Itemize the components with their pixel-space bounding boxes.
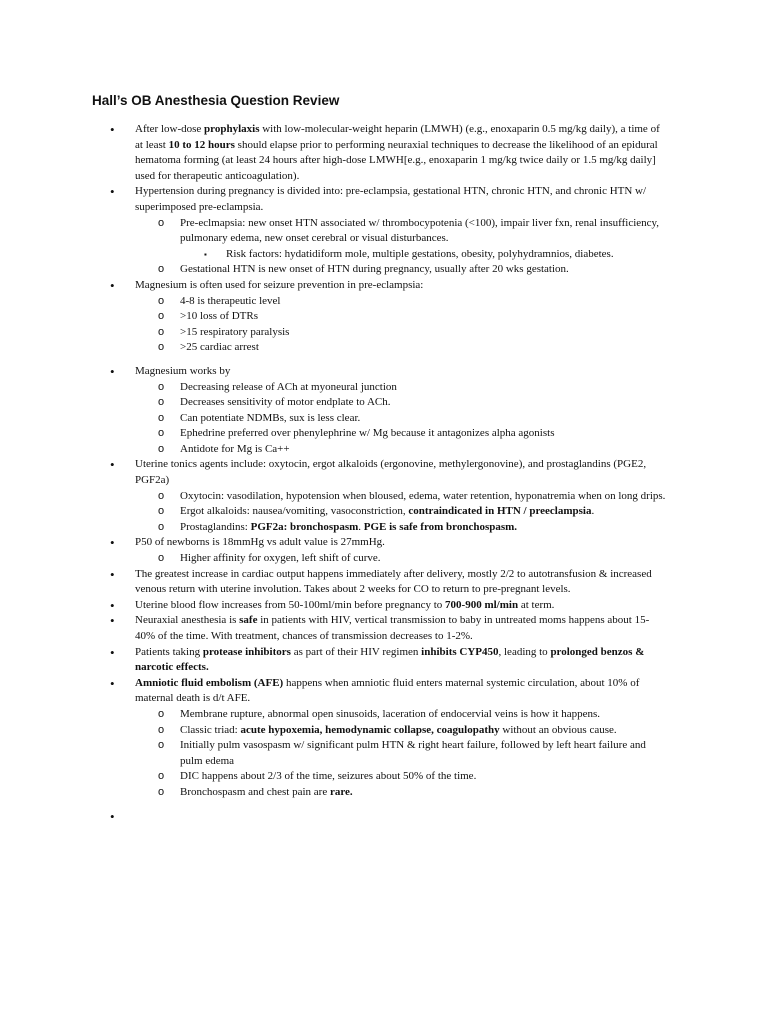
bullet-marker: • bbox=[110, 597, 115, 613]
document-title: Hall’s OB Anesthesia Question Review bbox=[92, 93, 340, 108]
circle-marker: o bbox=[158, 520, 165, 533]
list-item-text bbox=[180, 295, 281, 307]
list-item-level-1 bbox=[0, 598, 768, 614]
bold-text: contraindicated in HTN / preeclampsia bbox=[408, 505, 592, 518]
list-item-text bbox=[135, 568, 652, 596]
text-run: >25 cardiac arrest bbox=[180, 341, 259, 354]
text-run: Hypertension during pregnancy is divided into: pre-eclampsia, gestational HTN, chronic HTN, and chronic HTN w/ superimposed pre-eclampsia. bbox=[135, 185, 647, 213]
text-run: Risk factors: hydatidiform mole, multiple gestations, obesity, polyhydramnios, diabetes. bbox=[226, 247, 614, 260]
list-item-level-2 bbox=[0, 426, 768, 442]
list-item-text bbox=[180, 552, 381, 564]
list-item-text bbox=[180, 770, 476, 782]
list-item-level-2 bbox=[0, 785, 768, 801]
list-item-text bbox=[135, 677, 639, 705]
text-run: Patients taking bbox=[135, 645, 203, 658]
list-item-level-1 bbox=[0, 457, 768, 488]
list-item-level-2 bbox=[0, 216, 768, 247]
text-run: Initially pulm vasospasm w/ significant pulm HTN & right heart failure, followed by left heart failure and pulm edema bbox=[180, 739, 646, 767]
text-run: 4-8 is therapeutic level bbox=[180, 294, 281, 307]
list-item-level-1 bbox=[0, 645, 768, 676]
bullet-marker: • bbox=[110, 675, 115, 691]
text-run: Classic triad: bbox=[180, 723, 241, 736]
bold-text: rare. bbox=[329, 785, 353, 798]
list-item-text bbox=[135, 279, 423, 291]
circle-marker: o bbox=[158, 552, 165, 565]
list-item-text bbox=[180, 443, 290, 455]
circle-marker: o bbox=[158, 263, 165, 276]
list-item-level-2 bbox=[0, 520, 768, 536]
list-item-text bbox=[180, 708, 600, 720]
list-item-text bbox=[180, 326, 289, 338]
list-item-level-1 bbox=[0, 613, 768, 644]
bold-text: prophylaxis bbox=[204, 123, 260, 135]
list-item-level-2 bbox=[0, 380, 768, 396]
text-run: Uterine tonics agents include: oxytocin, ergot alkaloids (ergonovine, methylergonovine), and prostaglandins (PGE2, PGF2a) bbox=[135, 458, 647, 487]
circle-marker: o bbox=[158, 411, 165, 424]
list-item-text bbox=[180, 412, 360, 424]
list-item-text bbox=[180, 396, 390, 408]
list-item-level-2 bbox=[0, 707, 768, 723]
list-item-text bbox=[135, 536, 385, 548]
text-run: Gestational HTN is new onset of HTN during pregnancy, usually after 20 wks gestation. bbox=[180, 263, 569, 276]
circle-marker: o bbox=[158, 216, 165, 229]
square-marker: ▪ bbox=[204, 249, 207, 259]
text-run: Magnesium works by bbox=[135, 364, 231, 377]
text-run: >10 loss of DTRs bbox=[180, 310, 259, 323]
circle-marker: o bbox=[158, 442, 165, 455]
text-run: at term. bbox=[518, 598, 555, 611]
list-item-level-2 bbox=[0, 411, 768, 427]
bold-text: Amniotic fluid embolism (AFE) bbox=[135, 676, 284, 689]
bold-text: prolonged benzos & narcotic effects. bbox=[135, 645, 645, 674]
list-item-text bbox=[180, 724, 617, 736]
text-run: without an obvious cause. bbox=[499, 723, 617, 736]
list-item-text bbox=[180, 381, 397, 393]
document-body bbox=[0, 122, 768, 824]
text-run: Magnesium is often used for seizure prevention in pre-eclampsia: bbox=[135, 278, 424, 291]
text-run: with low-molecular-weight heparin (LMWH) (e.g., enoxaparin 0.5 mg/kg daily), a time of at least bbox=[135, 123, 660, 151]
list-item-text bbox=[180, 490, 665, 502]
circle-marker: o bbox=[158, 739, 165, 752]
list-item-text bbox=[135, 123, 660, 182]
circle-marker: o bbox=[158, 325, 165, 338]
text-run: Can potentiate NDMBs, sux is less clear. bbox=[180, 411, 361, 424]
list-item-level-2 bbox=[0, 395, 768, 411]
list-item-level-2 bbox=[0, 442, 768, 458]
list-item-level-2 bbox=[0, 489, 768, 505]
list-item-level-2 bbox=[0, 325, 768, 341]
text-run: happens when amniotic fluid enters maternal systemic circulation, about 10% of maternal death is d/t AFE. bbox=[135, 676, 640, 705]
bullet-marker: • bbox=[110, 122, 115, 137]
list-item-level-2 bbox=[0, 723, 768, 739]
bullet-marker: • bbox=[110, 535, 115, 551]
circle-marker: o bbox=[158, 707, 165, 720]
text-run: Membrane rupture, abnormal open sinusoids, laceration of endocervial veins is how it happens. bbox=[180, 707, 601, 720]
list-item-level-2 bbox=[0, 294, 768, 310]
list-item-text bbox=[135, 185, 646, 213]
text-run: Prostaglandins: bbox=[180, 520, 251, 533]
list-item-level-3 bbox=[0, 247, 768, 263]
list-item-text bbox=[135, 458, 646, 486]
list-item-text bbox=[180, 217, 659, 245]
text-run: P50 of newborns is 18mmHg vs adult value is 27mmHg. bbox=[135, 536, 385, 549]
list-item-level-2 bbox=[0, 504, 768, 520]
list-item-text bbox=[135, 646, 644, 674]
list-item-level-2 bbox=[0, 262, 768, 278]
list-item-level-1 bbox=[0, 184, 768, 215]
bullet-marker: • bbox=[110, 363, 115, 379]
list-item-text bbox=[135, 365, 230, 377]
text-run: Higher affinity for oxygen, left shift of curve. bbox=[180, 552, 381, 565]
text-run: The greatest increase in cardiac output happens immediately after delivery, mostly 2/2 to autotransfusion & increased venous return with uterine involution. Takes about 2 weeks for CO to return to pre-pregnant levels. bbox=[135, 567, 652, 596]
list-item-level-1 bbox=[0, 535, 768, 551]
circle-marker: o bbox=[158, 310, 165, 323]
text-run: , leading to bbox=[498, 645, 551, 658]
list-item-text bbox=[180, 427, 554, 439]
circle-marker: o bbox=[158, 723, 165, 736]
bold-text: 10 to 12 hours bbox=[168, 138, 235, 151]
text-run: Bronchospasm and chest pain are bbox=[180, 785, 330, 798]
section-gap bbox=[0, 356, 768, 364]
list-item-level-1 bbox=[0, 122, 768, 184]
text-run: . bbox=[591, 505, 595, 518]
text-run: . bbox=[358, 520, 364, 533]
list-item-text bbox=[180, 263, 569, 275]
list-item-text bbox=[180, 310, 258, 322]
circle-marker: o bbox=[158, 294, 165, 307]
bold-text: protease inhibitors bbox=[202, 645, 291, 658]
text-run: Neuraxial anesthesia is bbox=[135, 614, 240, 627]
text-run: as part of their HIV regimen bbox=[290, 645, 422, 658]
bold-text: 700-900 ml/min bbox=[445, 598, 519, 611]
text-run: Ergot alkaloids: nausea/vomiting, vasoconstriction, bbox=[180, 505, 409, 518]
bold-text: inhibits CYP450 bbox=[421, 645, 499, 658]
bullet-marker: • bbox=[110, 566, 115, 582]
list-item-level-1 bbox=[0, 567, 768, 598]
list-item-text bbox=[180, 341, 259, 353]
list-item-level-2 bbox=[0, 340, 768, 356]
text-run: >15 respiratory paralysis bbox=[180, 325, 290, 338]
text-run: Decreasing release of ACh at myoneural junction bbox=[180, 380, 397, 393]
list-item-level-2 bbox=[0, 738, 768, 769]
list-item-level-1 bbox=[0, 278, 768, 294]
bullet-marker: • bbox=[110, 457, 115, 473]
bullet-marker: • bbox=[110, 644, 115, 660]
bold-text: PGE is safe from bronchospasm. bbox=[363, 520, 518, 533]
list-item-text bbox=[226, 248, 614, 260]
list-item-level-1 bbox=[0, 809, 768, 825]
bullet-marker: • bbox=[110, 808, 115, 824]
list-item-text bbox=[180, 505, 594, 517]
circle-marker: o bbox=[158, 489, 165, 502]
text-run: Pre-eclmapsia: new onset HTN associated w/ thrombocypotenia (<100), impair liver fxn, renal insufficiency, pulmonary edema, new onset cerebral or visual disturbances. bbox=[180, 216, 660, 245]
text-run: Decreases sensitivity of motor endplate to ACh. bbox=[180, 396, 391, 409]
circle-marker: o bbox=[158, 785, 165, 798]
list-item-level-2 bbox=[0, 769, 768, 785]
list-item-level-2 bbox=[0, 551, 768, 567]
text-run: Ephedrine preferred over phenylephrine w/ Mg because it antagonizes alpha agonists bbox=[180, 427, 555, 440]
list-item-text bbox=[135, 599, 554, 611]
text-run: After low-dose bbox=[135, 123, 205, 135]
list-item-text bbox=[180, 521, 517, 533]
circle-marker: o bbox=[158, 380, 165, 393]
list-item-level-1 bbox=[0, 676, 768, 707]
list-item-text bbox=[180, 786, 353, 798]
text-run: Antidote for Mg is Ca++ bbox=[180, 442, 290, 455]
circle-marker: o bbox=[158, 341, 165, 354]
bullet-marker: • bbox=[110, 613, 115, 629]
bold-text: safe bbox=[239, 614, 258, 627]
list-item-level-2 bbox=[0, 309, 768, 325]
list-item-text bbox=[135, 614, 649, 642]
list-item-text bbox=[135, 810, 138, 822]
text-run: Uterine blood flow increases from 50-100ml/min before pregnancy to bbox=[135, 598, 446, 611]
text-run: in patients with HIV, vertical transmission to baby in untreated moms happens about 15-40% of the time. With treatment, chances of transmission decreases to 1-2%. bbox=[135, 614, 650, 642]
list-item-level-1 bbox=[0, 364, 768, 380]
bullet-marker: • bbox=[110, 184, 115, 200]
circle-marker: o bbox=[158, 505, 165, 518]
text-run: DIC happens about 2/3 of the time, seizures about 50% of the time. bbox=[180, 770, 477, 783]
text-run: Oxytocin: vasodilation, hypotension when bloused, edema, water retention, hyponatremia when on long drips. bbox=[180, 489, 666, 502]
circle-marker: o bbox=[158, 396, 165, 409]
list-item-text bbox=[180, 739, 646, 767]
bullet-marker: • bbox=[110, 277, 115, 293]
circle-marker: o bbox=[158, 427, 165, 440]
bold-text: PGF2a: bronchospasm bbox=[250, 520, 359, 533]
text-run: should elapse prior to performing neuraxial techniques to decrease the likelihood of an epidural hematoma forming (at least 24 hours after high-dose LMWH[e.g., enoxaparin 1 mg/kg twice daily or 1.5 mg/kg daily] used for therapeutic anticoagulation). bbox=[135, 138, 658, 182]
circle-marker: o bbox=[158, 770, 165, 783]
section-gap bbox=[0, 801, 768, 809]
bold-text: acute hypoxemia, hemodynamic collapse, coagulopathy bbox=[240, 723, 500, 736]
